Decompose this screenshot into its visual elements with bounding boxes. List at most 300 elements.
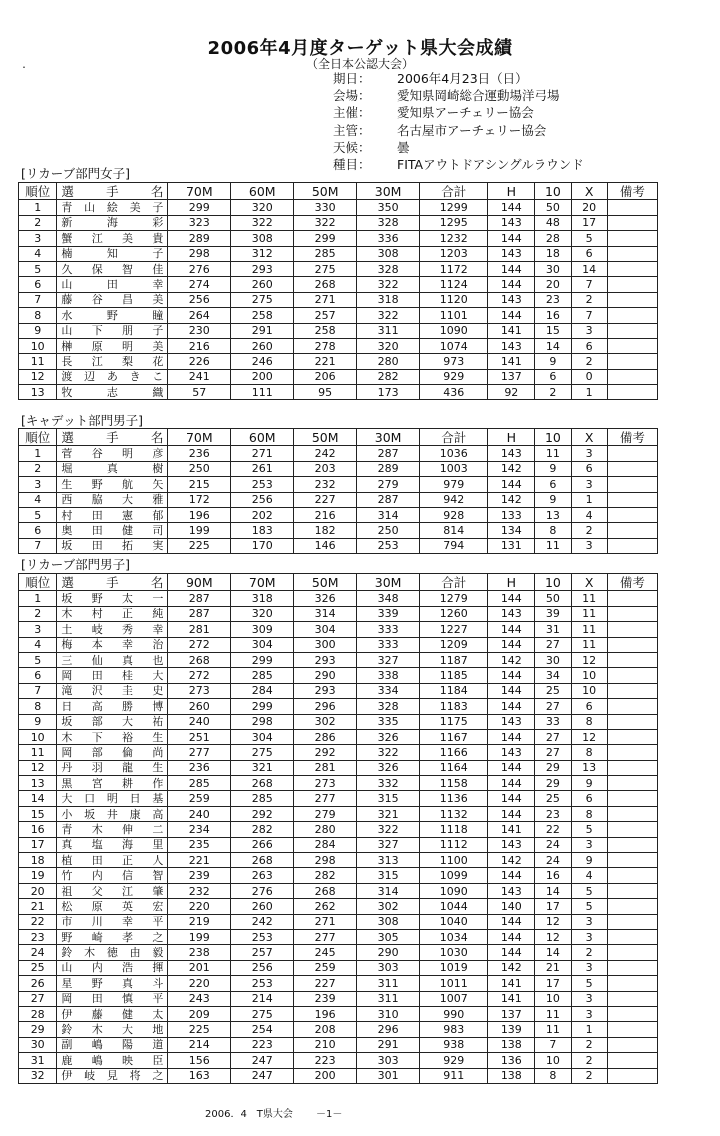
cell-dist1: 287 <box>168 606 231 621</box>
table-row <box>19 652 658 667</box>
cell-name: 岡田桂大 <box>57 668 168 683</box>
cell-note <box>607 806 657 821</box>
cell-dist4: 332 <box>357 776 420 791</box>
cell-name: 村田憲郁 <box>57 507 168 522</box>
cell-dist3: 208 <box>294 1022 357 1037</box>
cell-dist4: 326 <box>357 760 420 775</box>
cell-note <box>607 960 657 975</box>
cell-tens: 28 <box>535 231 571 246</box>
cell-total: 979 <box>420 477 488 492</box>
cell-x-count: 3 <box>571 991 607 1006</box>
cell-dist2: 298 <box>231 714 294 729</box>
cell-total: 1183 <box>420 699 488 714</box>
cell-dist1: 272 <box>168 637 231 652</box>
results-table-recurve-men <box>18 573 645 1084</box>
cell-dist3: 182 <box>294 523 357 538</box>
column-header-hits: H <box>488 183 535 200</box>
cell-note <box>607 745 657 760</box>
cell-tens: 27 <box>535 637 571 652</box>
cell-hits: 143 <box>488 745 535 760</box>
cell-x-count: 1 <box>571 385 607 400</box>
cell-dist1: 236 <box>168 446 231 461</box>
cell-name: 滝沢圭史 <box>57 683 168 698</box>
column-header-total: 合計 <box>420 183 488 200</box>
cell-dist4: 315 <box>357 791 420 806</box>
cell-name: 梅本幸治 <box>57 637 168 652</box>
cell-name: 木下裕生 <box>57 729 168 744</box>
cell-rank: 20 <box>19 883 57 898</box>
cell-dist1: 199 <box>168 929 231 944</box>
cell-total: 1007 <box>420 991 488 1006</box>
cell-x-count: 3 <box>571 837 607 852</box>
cell-dist1: 260 <box>168 699 231 714</box>
cell-tens: 16 <box>535 868 571 883</box>
cell-x-count: 0 <box>571 369 607 384</box>
cell-dist3: 271 <box>294 914 357 929</box>
cell-dist3: 275 <box>294 261 357 276</box>
cell-total: 1101 <box>420 308 488 323</box>
cell-dist3: 293 <box>294 652 357 667</box>
cell-name: 坂部大祐 <box>57 714 168 729</box>
cell-total: 1164 <box>420 760 488 775</box>
cell-dist1: 285 <box>168 776 231 791</box>
cell-name: 堀真樹 <box>57 461 168 476</box>
cell-dist1: 209 <box>168 1006 231 1021</box>
page-subtitle: （全日本公認大会） <box>305 57 414 71</box>
cell-x-count: 5 <box>571 231 607 246</box>
cell-dist3: 278 <box>294 338 357 353</box>
cell-note <box>607 760 657 775</box>
cell-name: 野崎孝之 <box>57 929 168 944</box>
column-header-hits: H <box>488 574 535 591</box>
cell-total: 1260 <box>420 606 488 621</box>
cell-note <box>607 622 657 637</box>
info-label: 種目： <box>333 157 371 173</box>
cell-rank: 12 <box>19 369 57 384</box>
table-row <box>19 699 658 714</box>
cell-dist3: 302 <box>294 714 357 729</box>
info-row <box>333 104 584 121</box>
cell-dist2: 308 <box>231 231 294 246</box>
cell-dist1: 259 <box>168 791 231 806</box>
cell-dist1: 243 <box>168 991 231 1006</box>
cell-dist1: 214 <box>168 1037 231 1052</box>
cell-dist1: 220 <box>168 976 231 991</box>
cell-dist2: 266 <box>231 837 294 852</box>
cell-dist2: 320 <box>231 200 294 215</box>
cell-rank: 11 <box>19 354 57 369</box>
cell-dist1: 323 <box>168 215 231 230</box>
cell-total: 814 <box>420 523 488 538</box>
cell-name: 生野航矢 <box>57 477 168 492</box>
cell-dist3: 196 <box>294 1006 357 1021</box>
cell-note <box>607 538 657 553</box>
cell-dist1: 256 <box>168 292 231 307</box>
cell-dist4: 328 <box>357 215 420 230</box>
cell-rank: 18 <box>19 853 57 868</box>
cell-rank: 2 <box>19 606 57 621</box>
cell-hits: 143 <box>488 215 535 230</box>
table-row <box>19 853 658 868</box>
cell-hits: 144 <box>488 806 535 821</box>
cell-tens: 8 <box>535 1068 571 1083</box>
table-row <box>19 729 658 744</box>
cell-dist4: 290 <box>357 945 420 960</box>
cell-dist2: 263 <box>231 868 294 883</box>
cell-note <box>607 1053 657 1068</box>
column-header-x-count: X <box>571 574 607 591</box>
table-row <box>19 837 658 852</box>
cell-rank: 28 <box>19 1006 57 1021</box>
cell-dist4: 320 <box>357 338 420 353</box>
cell-x-count: 3 <box>571 1006 607 1021</box>
cell-total: 1175 <box>420 714 488 729</box>
cell-hits: 143 <box>488 714 535 729</box>
table-header-row <box>19 183 658 200</box>
cell-x-count: 10 <box>571 683 607 698</box>
cell-hits: 142 <box>488 960 535 975</box>
cell-dist4: 322 <box>357 745 420 760</box>
column-header-tens: 10 <box>535 429 571 446</box>
column-header-tens: 10 <box>535 183 571 200</box>
column-header-note: 備考 <box>607 574 657 591</box>
cell-tens: 7 <box>535 1037 571 1052</box>
cell-note <box>607 976 657 991</box>
table-row <box>19 200 658 215</box>
table-row <box>19 637 658 652</box>
table-row <box>19 308 658 323</box>
cell-hits: 144 <box>488 308 535 323</box>
cell-dist4: 333 <box>357 622 420 637</box>
cell-name: 山内浩揮 <box>57 960 168 975</box>
cell-dist3: 95 <box>294 385 357 400</box>
cell-dist2: 183 <box>231 523 294 538</box>
cell-tens: 25 <box>535 683 571 698</box>
cell-rank: 27 <box>19 991 57 1006</box>
cell-tens: 16 <box>535 308 571 323</box>
cell-tens: 22 <box>535 822 571 837</box>
cell-name: 山田幸 <box>57 277 168 292</box>
cell-note <box>607 231 657 246</box>
cell-name: 副嶋陽道 <box>57 1037 168 1052</box>
cell-x-count: 12 <box>571 729 607 744</box>
cell-note <box>607 652 657 667</box>
cell-dist3: 206 <box>294 369 357 384</box>
cell-note <box>607 776 657 791</box>
cell-name: 祖父江肇 <box>57 883 168 898</box>
cell-x-count: 10 <box>571 668 607 683</box>
cell-hits: 133 <box>488 507 535 522</box>
cell-dist3: 223 <box>294 1053 357 1068</box>
table-row <box>19 538 658 553</box>
cell-rank: 12 <box>19 760 57 775</box>
info-value: 曇 <box>397 139 410 155</box>
cell-rank: 6 <box>19 277 57 292</box>
cell-x-count: 5 <box>571 822 607 837</box>
cell-rank: 1 <box>19 200 57 215</box>
cell-note <box>607 1068 657 1083</box>
cell-tens: 50 <box>535 200 571 215</box>
cell-note <box>607 699 657 714</box>
cell-dist2: 254 <box>231 1022 294 1037</box>
cell-name: 山下朋子 <box>57 323 168 338</box>
cell-dist3: 279 <box>294 806 357 821</box>
cell-dist1: 236 <box>168 760 231 775</box>
cell-dist2: 247 <box>231 1068 294 1083</box>
cell-dist1: 220 <box>168 899 231 914</box>
cell-x-count: 9 <box>571 776 607 791</box>
cell-hits: 138 <box>488 1037 535 1052</box>
table-row <box>19 976 658 991</box>
cell-hits: 137 <box>488 1006 535 1021</box>
cell-dist3: 281 <box>294 760 357 775</box>
cell-hits: 131 <box>488 538 535 553</box>
cell-hits: 144 <box>488 231 535 246</box>
cell-tens: 2 <box>535 385 571 400</box>
cell-dist1: 299 <box>168 200 231 215</box>
cell-rank: 31 <box>19 1053 57 1068</box>
cell-dist3: 300 <box>294 637 357 652</box>
cell-note <box>607 883 657 898</box>
cell-dist3: 296 <box>294 699 357 714</box>
cell-total: 1019 <box>420 960 488 975</box>
cell-note <box>607 246 657 261</box>
cell-x-count: 8 <box>571 745 607 760</box>
cell-dist2: 275 <box>231 1006 294 1021</box>
column-header-note: 備考 <box>607 429 657 446</box>
cell-tens: 20 <box>535 277 571 292</box>
results-table-cadet-men <box>18 428 645 554</box>
cell-tens: 27 <box>535 699 571 714</box>
table-row <box>19 868 658 883</box>
cell-dist2: 268 <box>231 853 294 868</box>
column-header-note: 備考 <box>607 183 657 200</box>
cell-rank: 19 <box>19 868 57 883</box>
column-header-name: 選 手 名 <box>57 429 168 446</box>
cell-note <box>607 853 657 868</box>
cell-hits: 144 <box>488 477 535 492</box>
info-row <box>333 139 584 156</box>
cell-dist4: 279 <box>357 477 420 492</box>
cell-total: 1011 <box>420 976 488 991</box>
cell-dist4: 291 <box>357 1037 420 1052</box>
cell-hits: 144 <box>488 914 535 929</box>
cell-rank: 7 <box>19 538 57 553</box>
cell-total: 1295 <box>420 215 488 230</box>
cell-dist4: 350 <box>357 200 420 215</box>
cell-note <box>607 338 657 353</box>
cell-total: 1124 <box>420 277 488 292</box>
cell-hits: 144 <box>488 683 535 698</box>
cell-total: 1184 <box>420 683 488 698</box>
cell-dist3: 322 <box>294 215 357 230</box>
cell-x-count: 1 <box>571 492 607 507</box>
table-row <box>19 215 658 230</box>
cell-dist2: 268 <box>231 776 294 791</box>
cell-note <box>607 668 657 683</box>
cell-dist2: 322 <box>231 215 294 230</box>
table-header-row <box>19 574 658 591</box>
cell-hits: 144 <box>488 637 535 652</box>
cell-tens: 11 <box>535 446 571 461</box>
cell-dist4: 302 <box>357 899 420 914</box>
table-header-row <box>19 429 658 446</box>
cell-tens: 24 <box>535 837 571 852</box>
column-header-dist3: 50M <box>294 429 357 446</box>
cell-rank: 13 <box>19 385 57 400</box>
cell-x-count: 8 <box>571 714 607 729</box>
cell-hits: 143 <box>488 883 535 898</box>
cell-name: 藤谷昌美 <box>57 292 168 307</box>
cell-name: 岡部倫尚 <box>57 745 168 760</box>
cell-dist4: 326 <box>357 729 420 744</box>
cell-dist4: 314 <box>357 507 420 522</box>
cell-name: 市川幸平 <box>57 914 168 929</box>
cell-total: 1030 <box>420 945 488 960</box>
cell-name: 真塩海里 <box>57 837 168 852</box>
column-header-dist3: 50M <box>294 574 357 591</box>
cell-hits: 143 <box>488 338 535 353</box>
cell-x-count: 3 <box>571 323 607 338</box>
cell-rank: 4 <box>19 246 57 261</box>
cell-name: 丹羽龍生 <box>57 760 168 775</box>
cell-rank: 30 <box>19 1037 57 1052</box>
cell-dist3: 330 <box>294 200 357 215</box>
cell-hits: 144 <box>488 729 535 744</box>
cell-hits: 142 <box>488 853 535 868</box>
cell-note <box>607 215 657 230</box>
cell-rank: 5 <box>19 652 57 667</box>
cell-total: 983 <box>420 1022 488 1037</box>
cell-total: 929 <box>420 369 488 384</box>
column-header-tens: 10 <box>535 574 571 591</box>
cell-name: 木村正純 <box>57 606 168 621</box>
column-header-dist4: 30M <box>357 183 420 200</box>
cell-dist2: 261 <box>231 461 294 476</box>
cell-name: 小坂井康高 <box>57 806 168 821</box>
info-value: 2006年4月23日（日） <box>397 71 528 86</box>
table-row <box>19 745 658 760</box>
column-header-dist1: 70M <box>168 183 231 200</box>
cell-tens: 34 <box>535 668 571 683</box>
cell-dist2: 200 <box>231 369 294 384</box>
cell-note <box>607 868 657 883</box>
cell-tens: 9 <box>535 354 571 369</box>
cell-tens: 30 <box>535 261 571 276</box>
cell-dist1: 57 <box>168 385 231 400</box>
cell-dist3: 268 <box>294 277 357 292</box>
table-row <box>19 1006 658 1021</box>
cell-x-count: 11 <box>571 591 607 606</box>
cell-name: 奥田健司 <box>57 523 168 538</box>
cell-total: 938 <box>420 1037 488 1052</box>
cell-dist4: 328 <box>357 699 420 714</box>
cell-dist2: 309 <box>231 622 294 637</box>
cell-dist1: 238 <box>168 945 231 960</box>
table-row <box>19 591 658 606</box>
cell-tens: 29 <box>535 776 571 791</box>
cell-hits: 144 <box>488 945 535 960</box>
cell-total: 1166 <box>420 745 488 760</box>
cell-name: 坂田拓実 <box>57 538 168 553</box>
column-header-x-count: X <box>571 429 607 446</box>
cell-dist1: 298 <box>168 246 231 261</box>
cell-note <box>607 385 657 400</box>
cell-dist1: 250 <box>168 461 231 476</box>
table-row <box>19 1068 658 1083</box>
cell-tens: 6 <box>535 369 571 384</box>
cell-rank: 29 <box>19 1022 57 1037</box>
info-label: 主管： <box>333 122 371 138</box>
footer-event: 2006．4 T県大会 <box>205 1109 293 1120</box>
cell-dist1: 226 <box>168 354 231 369</box>
footer-page-number: －1－ <box>316 1109 343 1120</box>
cell-name: 日高勝博 <box>57 699 168 714</box>
cell-tens: 15 <box>535 323 571 338</box>
cell-dist2: 253 <box>231 929 294 944</box>
cell-note <box>607 591 657 606</box>
cell-dist1: 264 <box>168 308 231 323</box>
cell-rank: 10 <box>19 729 57 744</box>
cell-dist4: 339 <box>357 606 420 621</box>
cell-dist3: 203 <box>294 461 357 476</box>
cell-x-count: 4 <box>571 507 607 522</box>
cell-x-count: 11 <box>571 606 607 621</box>
cell-hits: 143 <box>488 446 535 461</box>
cell-hits: 141 <box>488 991 535 1006</box>
cell-dist1: 239 <box>168 868 231 883</box>
cell-dist2: 291 <box>231 323 294 338</box>
cell-hits: 134 <box>488 523 535 538</box>
cell-tens: 13 <box>535 507 571 522</box>
table-row <box>19 883 658 898</box>
cell-dist1: 273 <box>168 683 231 698</box>
table-row <box>19 261 658 276</box>
info-label: 期日： <box>333 71 371 86</box>
cell-dist2: 304 <box>231 729 294 744</box>
cell-dist3: 285 <box>294 246 357 261</box>
cell-tens: 31 <box>535 622 571 637</box>
table-row <box>19 1037 658 1052</box>
table-row <box>19 246 658 261</box>
table-row <box>19 791 658 806</box>
info-value: FITAアウトドアシングルラウンド <box>397 157 584 173</box>
cell-name: 黒宮耕作 <box>57 776 168 791</box>
cell-total: 929 <box>420 1053 488 1068</box>
cell-x-count: 7 <box>571 277 607 292</box>
cell-dist1: 272 <box>168 668 231 683</box>
cell-dist3: 277 <box>294 929 357 944</box>
cell-note <box>607 945 657 960</box>
cell-name: 星野真斗 <box>57 976 168 991</box>
cell-rank: 3 <box>19 622 57 637</box>
cell-name: 長江梨花 <box>57 354 168 369</box>
cell-dist1: 241 <box>168 369 231 384</box>
cell-dist4: 322 <box>357 277 420 292</box>
table-row <box>19 461 658 476</box>
cell-dist1: 287 <box>168 591 231 606</box>
cell-dist2: 214 <box>231 991 294 1006</box>
table-row <box>19 622 658 637</box>
cell-dist2: 293 <box>231 261 294 276</box>
cell-hits: 142 <box>488 652 535 667</box>
cell-dist3: 258 <box>294 323 357 338</box>
cell-note <box>607 477 657 492</box>
cell-hits: 136 <box>488 1053 535 1068</box>
cell-total: 1132 <box>420 806 488 821</box>
cell-x-count: 13 <box>571 760 607 775</box>
cell-dist1: 277 <box>168 745 231 760</box>
